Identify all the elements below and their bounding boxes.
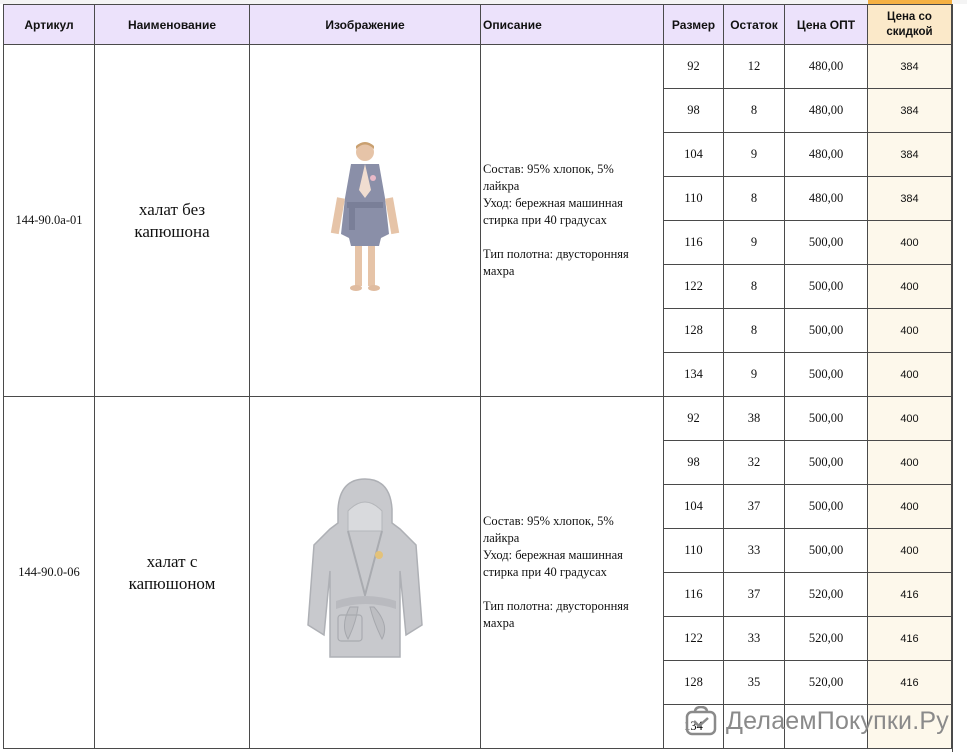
sheet-right-edge bbox=[952, 4, 967, 752]
price-cell[interactable]: 520,00 bbox=[785, 661, 868, 705]
size-cell[interactable]: 122 bbox=[664, 617, 724, 661]
table-row bbox=[4, 45, 952, 89]
stock-cell[interactable]: 33 bbox=[724, 617, 785, 661]
price-cell[interactable]: 500,00 bbox=[785, 397, 868, 441]
description-line: махра bbox=[483, 616, 515, 630]
size-cell[interactable]: 128 bbox=[664, 309, 724, 353]
price-cell[interactable]: 480,00 bbox=[785, 45, 868, 89]
description-line: Тип полотна: двусторонняя bbox=[483, 247, 629, 261]
size-cell[interactable]: 92 bbox=[664, 397, 724, 441]
description-line: Уход: бережная машинная bbox=[483, 196, 623, 210]
price-cell[interactable]: 480,00 bbox=[785, 133, 868, 177]
size-cell[interactable]: 116 bbox=[664, 221, 724, 265]
size-cell[interactable]: 98 bbox=[664, 441, 724, 485]
stock-cell[interactable]: 32 bbox=[724, 441, 785, 485]
size-cell[interactable]: 134 bbox=[664, 353, 724, 397]
stock-cell[interactable]: 37 bbox=[724, 573, 785, 617]
product-sku[interactable]: 144-90.0а-01 bbox=[4, 45, 95, 397]
price-cell[interactable]: 500,00 bbox=[785, 309, 868, 353]
description-line: Уход: бережная машинная bbox=[483, 548, 623, 562]
stock-cell[interactable]: 37 bbox=[724, 485, 785, 529]
price-list-table bbox=[3, 4, 952, 749]
header-name[interactable]: Наименование bbox=[95, 5, 250, 45]
description-line: лайкра bbox=[483, 179, 520, 193]
discount-cell[interactable]: 400 bbox=[868, 221, 952, 265]
site-watermark bbox=[684, 706, 949, 736]
discount-cell[interactable]: 400 bbox=[868, 353, 952, 397]
hooded-bathrobe-photo bbox=[300, 475, 430, 665]
discount-cell[interactable]: 400 bbox=[868, 529, 952, 573]
size-cell[interactable]: 92 bbox=[664, 45, 724, 89]
price-cell[interactable]: 500,00 bbox=[785, 265, 868, 309]
stock-cell[interactable]: 33 bbox=[724, 529, 785, 573]
header-size[interactable]: Размер bbox=[664, 5, 724, 45]
stock-cell[interactable]: 12 bbox=[724, 45, 785, 89]
size-cell[interactable]: 98 bbox=[664, 89, 724, 133]
description-gap bbox=[483, 581, 661, 598]
size-cell[interactable]: 110 bbox=[664, 529, 724, 573]
discount-cell[interactable]: 416 bbox=[868, 617, 952, 661]
price-cell[interactable]: 500,00 bbox=[785, 485, 868, 529]
header-stock[interactable]: Остаток bbox=[724, 5, 785, 45]
price-cell[interactable]: 500,00 bbox=[785, 353, 868, 397]
discount-cell[interactable]: 400 bbox=[868, 265, 952, 309]
product-image-cell[interactable] bbox=[250, 397, 481, 749]
price-cell[interactable]: 500,00 bbox=[785, 221, 868, 265]
header-image[interactable]: Изображение bbox=[250, 5, 481, 45]
header-discount-line1: Цена со bbox=[887, 10, 932, 23]
stock-cell[interactable]: 8 bbox=[724, 89, 785, 133]
price-cell[interactable]: 480,00 bbox=[785, 177, 868, 221]
stock-cell[interactable]: 8 bbox=[724, 265, 785, 309]
size-cell[interactable]: 104 bbox=[664, 133, 724, 177]
child-in-bathrobe-photo bbox=[325, 138, 405, 298]
stock-cell[interactable]: 9 bbox=[724, 221, 785, 265]
price-cell[interactable]: 520,00 bbox=[785, 573, 868, 617]
discount-cell[interactable]: 416 bbox=[868, 573, 952, 617]
size-cell[interactable]: 104 bbox=[664, 485, 724, 529]
stock-cell[interactable]: 8 bbox=[724, 177, 785, 221]
size-cell[interactable]: 116 bbox=[664, 573, 724, 617]
header-row bbox=[4, 5, 952, 45]
description-line: стирка при 40 градусах bbox=[483, 565, 607, 579]
price-cell[interactable]: 500,00 bbox=[785, 529, 868, 573]
description-line: Состав: 95% хлопок, 5% bbox=[483, 162, 614, 176]
discount-cell[interactable]: 416 bbox=[868, 661, 952, 705]
product-description[interactable] bbox=[481, 397, 664, 749]
discount-cell[interactable]: 384 bbox=[868, 89, 952, 133]
shopping-bag-icon bbox=[684, 706, 718, 736]
stock-cell[interactable]: 38 bbox=[724, 397, 785, 441]
description-gap bbox=[483, 229, 661, 246]
description-line: лайкра bbox=[483, 531, 520, 545]
stock-cell[interactable]: 35 bbox=[724, 661, 785, 705]
header-description[interactable]: Описание bbox=[481, 5, 664, 45]
size-cell[interactable]: 122 bbox=[664, 265, 724, 309]
header-discount-price[interactable] bbox=[868, 5, 952, 45]
header-discount-line2: скидкой bbox=[886, 25, 933, 38]
header-price[interactable]: Цена ОПТ bbox=[785, 5, 868, 45]
product-name[interactable]: халат без капюшона bbox=[95, 45, 250, 397]
description-line: стирка при 40 градусах bbox=[483, 213, 607, 227]
discount-cell[interactable]: 384 bbox=[868, 133, 952, 177]
discount-cell[interactable]: 400 bbox=[868, 397, 952, 441]
discount-cell[interactable]: 384 bbox=[868, 177, 952, 221]
discount-cell[interactable]: 384 bbox=[868, 45, 952, 89]
stock-cell[interactable]: 9 bbox=[724, 133, 785, 177]
size-cell[interactable]: 128 bbox=[664, 661, 724, 705]
price-cell[interactable]: 520,00 bbox=[785, 617, 868, 661]
product-name[interactable]: халат с капюшоном bbox=[95, 397, 250, 749]
price-cell[interactable]: 480,00 bbox=[785, 89, 868, 133]
stock-cell[interactable]: 8 bbox=[724, 309, 785, 353]
discount-cell[interactable]: 400 bbox=[868, 441, 952, 485]
stock-cell[interactable]: 9 bbox=[724, 353, 785, 397]
table-row bbox=[4, 397, 952, 441]
product-description[interactable] bbox=[481, 45, 664, 397]
header-sku[interactable]: Артикул bbox=[4, 5, 95, 45]
description-line: махра bbox=[483, 264, 515, 278]
description-line: Тип полотна: двусторонняя bbox=[483, 599, 629, 613]
product-sku[interactable]: 144-90.0-06 bbox=[4, 397, 95, 749]
size-cell[interactable]: 110 bbox=[664, 177, 724, 221]
product-image-cell[interactable] bbox=[250, 45, 481, 397]
description-line: Состав: 95% хлопок, 5% bbox=[483, 514, 614, 528]
discount-cell[interactable]: 400 bbox=[868, 309, 952, 353]
price-cell[interactable]: 500,00 bbox=[785, 441, 868, 485]
discount-cell[interactable]: 400 bbox=[868, 485, 952, 529]
size-cell[interactable]: 134 bbox=[664, 705, 724, 749]
watermark-text: ДелаемПокупки.Ру bbox=[726, 706, 949, 735]
